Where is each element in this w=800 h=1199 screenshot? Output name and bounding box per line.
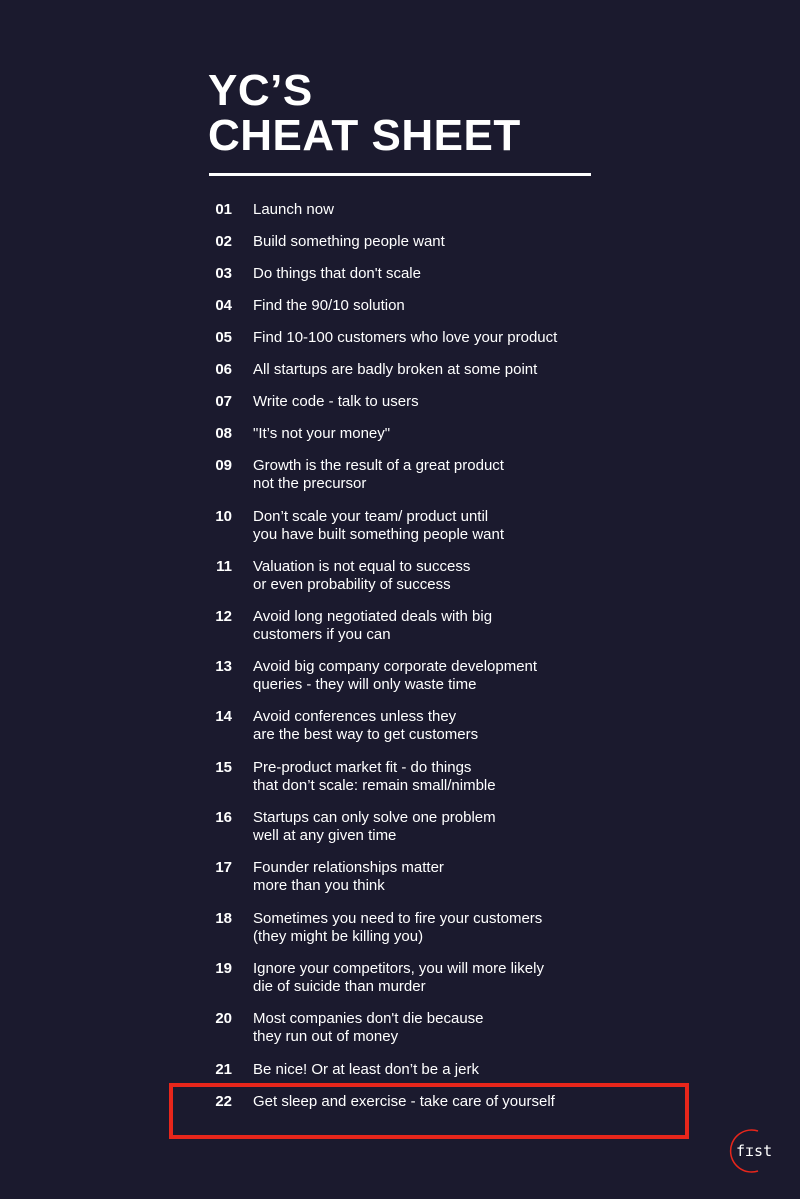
item-text-line: Write code - talk to users [253,393,419,410]
item-number: 15 [215,759,232,776]
item-number: 22 [215,1093,232,1110]
item-text-line: Most companies don't die because [253,1010,484,1027]
item-text-line: Startups can only solve one problem [253,809,496,826]
item-text [253,329,673,347]
item-number: 20 [215,1010,232,1027]
highlight-box [169,1083,689,1139]
item-text [253,265,673,283]
item-text-line: Growth is the result of a great product [253,457,504,474]
item-text [253,233,673,251]
item-text [253,297,673,315]
item-text-line: more than you think [253,877,385,894]
item-number: 07 [215,393,232,410]
item-text [253,608,673,644]
item-text-line: All startups are badly broken at some point [253,361,538,378]
item-number: 03 [215,265,232,282]
item-text-line: Ignore your competitors, you will more likely [253,960,544,977]
item-text [253,508,673,544]
item-text-line: they run out of money [253,1028,399,1045]
item-text-line: Be nice! Or at least don’t be a jerk [253,1061,479,1078]
item-number: 21 [215,1061,232,1078]
item-text-line: "It’s not your money" [253,425,391,442]
item-text [253,859,673,895]
item-number: 10 [215,508,232,525]
item-text [253,425,673,443]
item-text [253,393,673,411]
item-number: 09 [215,457,232,474]
item-text-line: you have built something people want [253,526,505,543]
item-number: 12 [215,608,232,625]
item-text [253,809,673,845]
item-text-line: Pre-product market fit - do things [253,759,472,776]
item-text-line: Sometimes you need to fire your customers [253,910,543,927]
item-text [253,201,673,219]
item-text [253,759,673,795]
item-text-line: die of suicide than murder [253,978,426,995]
item-text [253,960,673,996]
item-number: 02 [215,233,232,250]
item-text-line: Do things that don't scale [253,265,421,282]
item-number: 04 [215,297,232,314]
title-line-1: YC’S [208,66,313,115]
item-text [253,708,673,744]
item-number: 14 [215,708,232,725]
item-text [253,1061,673,1079]
item-text-line: Avoid long negotiated deals with big [253,608,493,625]
item-number: 06 [215,361,232,378]
item-text-line: Don’t scale your team/ product until [253,508,489,525]
item-text-line: that don’t scale: remain small/nimble [253,777,496,794]
item-text-line: well at any given time [253,827,397,844]
item-number: 18 [215,910,232,927]
item-text-line: queries - they will only waste time [253,676,477,693]
item-text-line: Find the 90/10 solution [253,297,405,314]
item-text [253,558,673,594]
item-text-line: Find 10-100 customers who love your product [253,329,558,346]
item-text-line: customers if you can [253,626,391,643]
item-number: 13 [215,658,232,675]
item-text-line: not the precursor [253,475,367,492]
item-number: 05 [215,329,232,346]
item-text-line: Founder relationships matter [253,859,444,876]
item-text [253,1010,673,1046]
item-text-line: Valuation is not equal to success [253,558,471,575]
item-text-line: (they might be killing you) [253,928,424,945]
item-text [253,457,673,493]
item-text [253,910,673,946]
item-number: 01 [215,201,232,218]
item-text-line: Avoid conferences unless they [253,708,457,725]
item-text [253,658,673,694]
title-line-2: CHEAT SHEET [208,111,521,160]
item-text-line: Get sleep and exercise - take care of yourself [253,1093,555,1110]
logo: fɪst [736,1142,773,1160]
item-text-line: Avoid big company corporate development [253,658,538,675]
item-number: 08 [215,425,232,442]
item-number: 19 [215,960,232,977]
item-text [253,361,673,379]
item-text-line: or even probability of success [253,576,451,593]
item-number: 16 [215,809,232,826]
item-text-line: Launch now [253,201,334,218]
item-text-line: are the best way to get customers [253,726,479,743]
item-text-line: Build something people want [253,233,445,250]
item-number: 11 [216,558,232,575]
item-number: 17 [215,859,232,876]
